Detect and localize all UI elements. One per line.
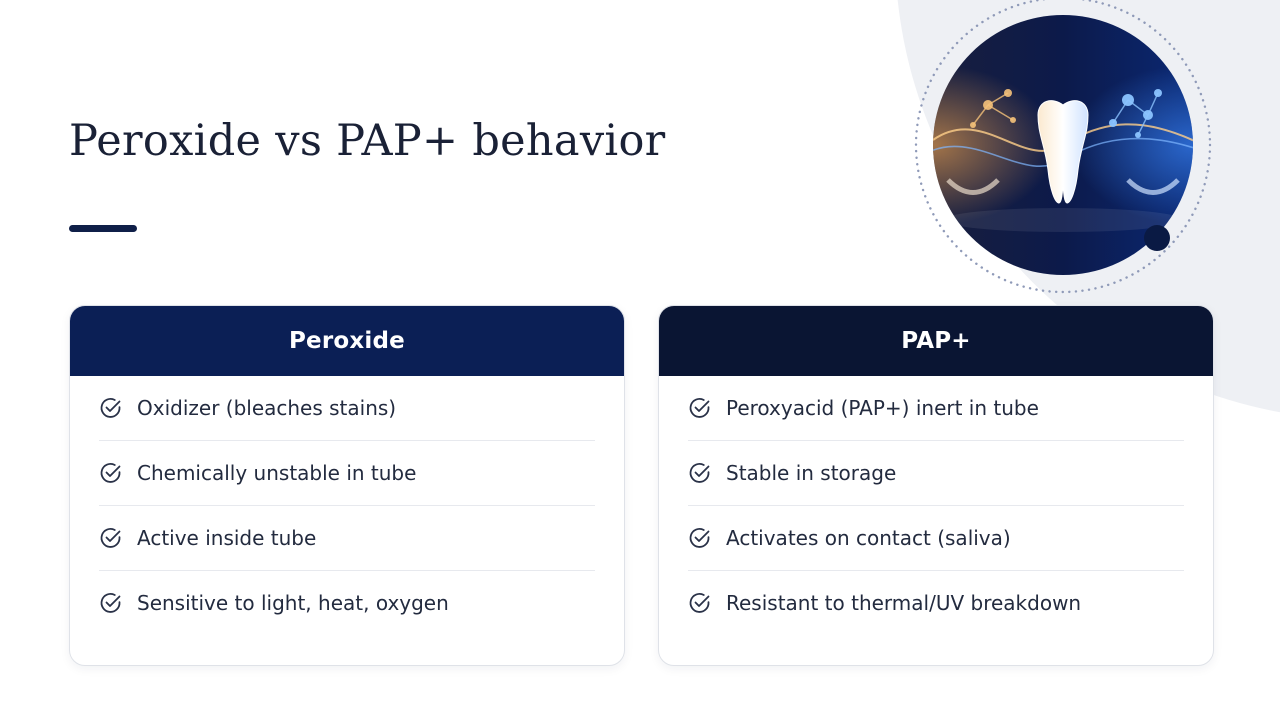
list-item: [688, 571, 1184, 635]
peroxide-card: [69, 305, 625, 666]
check-circle-icon: [688, 396, 712, 420]
list-item-label: Oxidizer (bleaches stains): [137, 396, 397, 420]
title-accent-bar: [69, 225, 137, 232]
check-circle-icon: [99, 396, 123, 420]
list-item-label: Sensitive to light, heat, oxygen: [137, 591, 449, 615]
list-item: [688, 376, 1184, 441]
pap-card: [658, 305, 1214, 666]
list-item-label: Activates on contact (saliva): [726, 526, 1011, 550]
hero-dot: [1144, 225, 1170, 251]
pap-card-header: PAP+: [659, 306, 1213, 376]
check-circle-icon: [688, 526, 712, 550]
slide-title: Peroxide vs PAP+ behavior: [69, 116, 666, 166]
list-item: [99, 506, 595, 571]
check-circle-icon: [99, 461, 123, 485]
peroxide-list: [70, 376, 624, 635]
check-circle-icon: [99, 591, 123, 615]
pap-list: [659, 376, 1213, 635]
hero-image: [913, 0, 1213, 295]
check-circle-icon: [688, 591, 712, 615]
check-circle-icon: [99, 526, 123, 550]
list-item-label: Stable in storage: [726, 461, 897, 485]
list-item: [99, 376, 595, 441]
check-circle-icon: [688, 461, 712, 485]
list-item: [688, 441, 1184, 506]
list-item-label: Resistant to thermal/UV breakdown: [726, 591, 1082, 615]
list-item-label: Active inside tube: [137, 526, 317, 550]
list-item-label: Peroxyacid (PAP+) inert in tube: [726, 396, 1039, 420]
peroxide-card-header: Peroxide: [70, 306, 624, 376]
list-item: [688, 506, 1184, 571]
list-item-label: Chemically unstable in tube: [137, 461, 417, 485]
list-item: [99, 441, 595, 506]
list-item: [99, 571, 595, 635]
